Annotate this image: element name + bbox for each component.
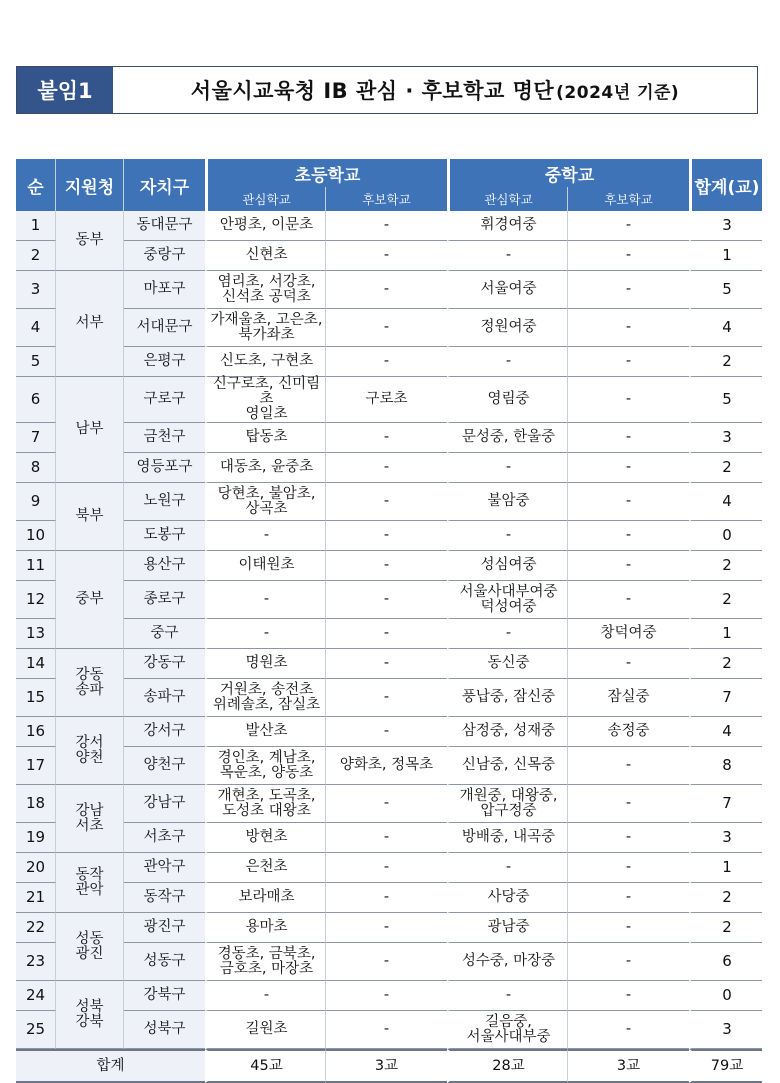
table-row: [16, 309, 762, 347]
page-title: [113, 67, 757, 113]
middle-interest-cell: 휘경여중: [447, 211, 568, 241]
middle-interest-cell: 길음중, 서울사대부중: [447, 1011, 568, 1049]
row-number: 17: [16, 747, 56, 785]
row-number: 24: [16, 981, 56, 1011]
middle-interest-cell: -: [447, 853, 568, 883]
row-number: 19: [16, 823, 56, 853]
school-table-wrapper: [16, 159, 762, 1083]
row-number: 9: [16, 483, 56, 521]
row-sum-cell: 1: [689, 853, 762, 883]
middle-candidate-cell: -: [568, 943, 689, 981]
header-elementary-interest: 관심학교: [205, 187, 326, 211]
row-sum-cell: 4: [689, 717, 762, 747]
title-box: [16, 66, 758, 114]
elementary-interest-cell: 신현초: [205, 241, 326, 271]
elementary-candidate-cell: -: [326, 883, 447, 913]
district-cell: 강북구: [124, 981, 205, 1011]
elementary-candidate-cell: -: [326, 521, 447, 551]
elementary-interest-cell: 이태원초: [205, 551, 326, 581]
middle-candidate-cell: -: [568, 853, 689, 883]
row-number: 6: [16, 377, 56, 423]
row-number: 20: [16, 853, 56, 883]
middle-interest-cell: -: [447, 521, 568, 551]
elementary-interest-cell: 탑동초: [205, 423, 326, 453]
row-number: 23: [16, 943, 56, 981]
elementary-candidate-cell: -: [326, 483, 447, 521]
elementary-candidate-cell: -: [326, 679, 447, 717]
row-sum-cell: 0: [689, 981, 762, 1011]
total-elementary-candidate: 3교: [326, 1049, 447, 1083]
middle-candidate-cell: 송정중: [568, 717, 689, 747]
district-cell: 용산구: [124, 551, 205, 581]
middle-interest-cell: 개원중, 대왕중, 압구정중: [447, 785, 568, 823]
middle-interest-cell: -: [447, 619, 568, 649]
row-sum-cell: 7: [689, 679, 762, 717]
elementary-candidate-cell: -: [326, 241, 447, 271]
row-number: 5: [16, 347, 56, 377]
elementary-interest-cell: 보라매초: [205, 883, 326, 913]
table-row: [16, 717, 762, 747]
district-cell: 관악구: [124, 853, 205, 883]
elementary-interest-cell: -: [205, 521, 326, 551]
middle-candidate-cell: 잠실중: [568, 679, 689, 717]
middle-candidate-cell: -: [568, 309, 689, 347]
middle-interest-cell: 성수중, 마장중: [447, 943, 568, 981]
table-row: [16, 747, 762, 785]
row-sum-cell: 8: [689, 747, 762, 785]
row-number: 15: [16, 679, 56, 717]
table-row: [16, 241, 762, 271]
header-district: 자치구: [124, 159, 205, 211]
office-cell: 성북 강북: [56, 981, 124, 1049]
elementary-interest-cell: -: [205, 981, 326, 1011]
middle-interest-cell: -: [447, 981, 568, 1011]
row-number: 12: [16, 581, 56, 619]
office-cell: 동작 관악: [56, 853, 124, 913]
elementary-candidate-cell: -: [326, 581, 447, 619]
middle-interest-cell: 성심여중: [447, 551, 568, 581]
middle-interest-cell: 정원여중: [447, 309, 568, 347]
row-number: 10: [16, 521, 56, 551]
elementary-interest-cell: 경동초, 금북초, 금호초, 마장초: [205, 943, 326, 981]
row-number: 14: [16, 649, 56, 679]
middle-candidate-cell: -: [568, 521, 689, 551]
middle-interest-cell: 사당중: [447, 883, 568, 913]
elementary-interest-cell: 신구로초, 신미림초 영일초: [205, 377, 326, 423]
row-number: 8: [16, 453, 56, 483]
elementary-candidate-cell: -: [326, 943, 447, 981]
row-sum-cell: 2: [689, 883, 762, 913]
total-label: 합계: [16, 1049, 205, 1083]
header-middle-candidate: 후보학교: [568, 187, 689, 211]
title-year: (2024년 기준): [556, 82, 680, 103]
middle-candidate-cell: -: [568, 981, 689, 1011]
middle-candidate-cell: -: [568, 551, 689, 581]
row-sum-cell: 2: [689, 913, 762, 943]
district-cell: 성북구: [124, 1011, 205, 1049]
district-cell: 은평구: [124, 347, 205, 377]
elementary-interest-cell: 대동초, 윤중초: [205, 453, 326, 483]
total-elementary-interest: 45교: [205, 1049, 326, 1083]
header-elementary: 초등학교: [205, 159, 447, 187]
middle-candidate-cell: -: [568, 785, 689, 823]
elementary-candidate-cell: -: [326, 913, 447, 943]
district-cell: 노원구: [124, 483, 205, 521]
district-cell: 강동구: [124, 649, 205, 679]
elementary-candidate-cell: -: [326, 453, 447, 483]
table-row: [16, 943, 762, 981]
middle-candidate-cell: -: [568, 211, 689, 241]
middle-candidate-cell: -: [568, 483, 689, 521]
elementary-interest-cell: -: [205, 581, 326, 619]
row-sum-cell: 1: [689, 619, 762, 649]
middle-interest-cell: 광남중: [447, 913, 568, 943]
table-row: [16, 377, 762, 423]
header-middle-interest: 관심학교: [447, 187, 568, 211]
elementary-interest-cell: 거원초, 송전초 위례솔초, 잠실초: [205, 679, 326, 717]
table-row: [16, 913, 762, 943]
row-number: 4: [16, 309, 56, 347]
table-header: [16, 159, 762, 211]
elementary-interest-cell: 경인초, 계남초, 목운초, 양동초: [205, 747, 326, 785]
title-text: 서울시교육청 IB 관심 · 후보학교 명단: [190, 79, 555, 103]
district-cell: 서초구: [124, 823, 205, 853]
table-row: [16, 1011, 762, 1049]
elementary-interest-cell: 방현초: [205, 823, 326, 853]
row-sum-cell: 3: [689, 823, 762, 853]
row-sum-cell: 2: [689, 649, 762, 679]
elementary-candidate-cell: -: [326, 981, 447, 1011]
district-cell: 강남구: [124, 785, 205, 823]
elementary-candidate-cell: 구로초: [326, 377, 447, 423]
elementary-candidate-cell: -: [326, 717, 447, 747]
row-sum-cell: 0: [689, 521, 762, 551]
row-number: 22: [16, 913, 56, 943]
elementary-interest-cell: 당현초, 불암초, 상곡초: [205, 483, 326, 521]
elementary-interest-cell: 안평초, 이문초: [205, 211, 326, 241]
district-cell: 도봉구: [124, 521, 205, 551]
table-row: [16, 679, 762, 717]
row-number: 1: [16, 211, 56, 241]
district-cell: 중구: [124, 619, 205, 649]
table-row: [16, 211, 762, 241]
elementary-candidate-cell: -: [326, 347, 447, 377]
row-number: 11: [16, 551, 56, 581]
table-row: [16, 521, 762, 551]
elementary-candidate-cell: -: [326, 551, 447, 581]
middle-interest-cell: 삼정중, 성재중: [447, 717, 568, 747]
header-total: 합계(교): [689, 159, 762, 211]
table-row: [16, 483, 762, 521]
middle-candidate-cell: -: [568, 453, 689, 483]
header-office: 지원청: [56, 159, 124, 211]
middle-candidate-cell: -: [568, 747, 689, 785]
table-row: [16, 785, 762, 823]
row-sum-cell: 4: [689, 309, 762, 347]
row-sum-cell: 1: [689, 241, 762, 271]
middle-interest-cell: 서울사대부여중 덕성여중: [447, 581, 568, 619]
row-sum-cell: 2: [689, 347, 762, 377]
row-sum-cell: 5: [689, 271, 762, 309]
row-sum-cell: 3: [689, 211, 762, 241]
district-cell: 송파구: [124, 679, 205, 717]
elementary-candidate-cell: -: [326, 853, 447, 883]
district-cell: 양천구: [124, 747, 205, 785]
elementary-interest-cell: 용마초: [205, 913, 326, 943]
middle-candidate-cell: -: [568, 883, 689, 913]
elementary-candidate-cell: -: [326, 309, 447, 347]
middle-interest-cell: 신남중, 신목중: [447, 747, 568, 785]
elementary-interest-cell: 염리초, 서강초, 신석초 공덕초: [205, 271, 326, 309]
office-cell: 강서 양천: [56, 717, 124, 785]
elementary-candidate-cell: 양화초, 정목초: [326, 747, 447, 785]
office-cell: 남부: [56, 377, 124, 483]
district-cell: 영등포구: [124, 453, 205, 483]
office-cell: 북부: [56, 483, 124, 551]
table-body: [16, 211, 762, 1083]
district-cell: 서대문구: [124, 309, 205, 347]
elementary-candidate-cell: -: [326, 211, 447, 241]
middle-candidate-cell: -: [568, 423, 689, 453]
middle-candidate-cell: -: [568, 347, 689, 377]
office-cell: 성동 광진: [56, 913, 124, 981]
district-cell: 동작구: [124, 883, 205, 913]
office-cell: 강동 송파: [56, 649, 124, 717]
row-sum-cell: 3: [689, 1011, 762, 1049]
elementary-candidate-cell: -: [326, 619, 447, 649]
elementary-candidate-cell: -: [326, 271, 447, 309]
middle-interest-cell: 서울여중: [447, 271, 568, 309]
row-sum-cell: 2: [689, 453, 762, 483]
table-row: [16, 853, 762, 883]
middle-candidate-cell: -: [568, 1011, 689, 1049]
row-number: 25: [16, 1011, 56, 1049]
office-cell: 강남 서초: [56, 785, 124, 853]
table-row: [16, 581, 762, 619]
elementary-candidate-cell: -: [326, 1011, 447, 1049]
total-middle-interest: 28교: [447, 1049, 568, 1083]
elementary-interest-cell: 명원초: [205, 649, 326, 679]
row-sum-cell: 2: [689, 581, 762, 619]
middle-interest-cell: -: [447, 241, 568, 271]
office-cell: 서부: [56, 271, 124, 377]
row-number: 2: [16, 241, 56, 271]
elementary-candidate-cell: -: [326, 649, 447, 679]
row-number: 16: [16, 717, 56, 747]
table-row: [16, 347, 762, 377]
total-sum: 79교: [689, 1049, 762, 1083]
middle-interest-cell: 풍납중, 잠신중: [447, 679, 568, 717]
table-row: [16, 619, 762, 649]
district-cell: 구로구: [124, 377, 205, 423]
middle-interest-cell: 문성중, 한울중: [447, 423, 568, 453]
table-row: [16, 551, 762, 581]
district-cell: 광진구: [124, 913, 205, 943]
row-sum-cell: 4: [689, 483, 762, 521]
district-cell: 금천구: [124, 423, 205, 453]
total-row: [16, 1049, 762, 1083]
elementary-interest-cell: 은천초: [205, 853, 326, 883]
middle-candidate-cell: -: [568, 377, 689, 423]
middle-interest-cell: 영림중: [447, 377, 568, 423]
middle-candidate-cell: -: [568, 581, 689, 619]
middle-candidate-cell: 창덕여중: [568, 619, 689, 649]
middle-candidate-cell: -: [568, 913, 689, 943]
table-row: [16, 423, 762, 453]
middle-interest-cell: 방배중, 내곡중: [447, 823, 568, 853]
middle-candidate-cell: -: [568, 823, 689, 853]
middle-interest-cell: 불암중: [447, 483, 568, 521]
row-sum-cell: 3: [689, 423, 762, 453]
table-row: [16, 271, 762, 309]
elementary-interest-cell: 신도초, 구현초: [205, 347, 326, 377]
title-tag: 붙임1: [17, 67, 113, 113]
header-no: 순: [16, 159, 56, 211]
total-middle-candidate: 3교: [568, 1049, 689, 1083]
middle-interest-cell: -: [447, 347, 568, 377]
elementary-candidate-cell: -: [326, 785, 447, 823]
district-cell: 성동구: [124, 943, 205, 981]
elementary-interest-cell: -: [205, 619, 326, 649]
row-number: 3: [16, 271, 56, 309]
row-sum-cell: 7: [689, 785, 762, 823]
elementary-interest-cell: 길원초: [205, 1011, 326, 1049]
district-cell: 강서구: [124, 717, 205, 747]
table-row: [16, 649, 762, 679]
table-row: [16, 823, 762, 853]
middle-candidate-cell: -: [568, 241, 689, 271]
elementary-candidate-cell: -: [326, 823, 447, 853]
row-number: 13: [16, 619, 56, 649]
middle-candidate-cell: -: [568, 271, 689, 309]
row-sum-cell: 2: [689, 551, 762, 581]
row-sum-cell: 6: [689, 943, 762, 981]
middle-candidate-cell: -: [568, 649, 689, 679]
row-number: 21: [16, 883, 56, 913]
district-cell: 종로구: [124, 581, 205, 619]
row-number: 7: [16, 423, 56, 453]
district-cell: 마포구: [124, 271, 205, 309]
office-cell: 중부: [56, 551, 124, 649]
header-elementary-candidate: 후보학교: [326, 187, 447, 211]
middle-interest-cell: 동신중: [447, 649, 568, 679]
table-row: [16, 883, 762, 913]
elementary-interest-cell: 가재울초, 고은초, 북가좌초: [205, 309, 326, 347]
school-table: [16, 159, 762, 1083]
table-row: [16, 453, 762, 483]
row-sum-cell: 5: [689, 377, 762, 423]
middle-interest-cell: -: [447, 453, 568, 483]
row-number: 18: [16, 785, 56, 823]
elementary-candidate-cell: -: [326, 423, 447, 453]
district-cell: 동대문구: [124, 211, 205, 241]
district-cell: 중랑구: [124, 241, 205, 271]
office-cell: 동부: [56, 211, 124, 271]
header-middle: 중학교: [447, 159, 689, 187]
table-row: [16, 981, 762, 1011]
elementary-interest-cell: 개현초, 도곡초, 도성초 대왕초: [205, 785, 326, 823]
elementary-interest-cell: 발산초: [205, 717, 326, 747]
